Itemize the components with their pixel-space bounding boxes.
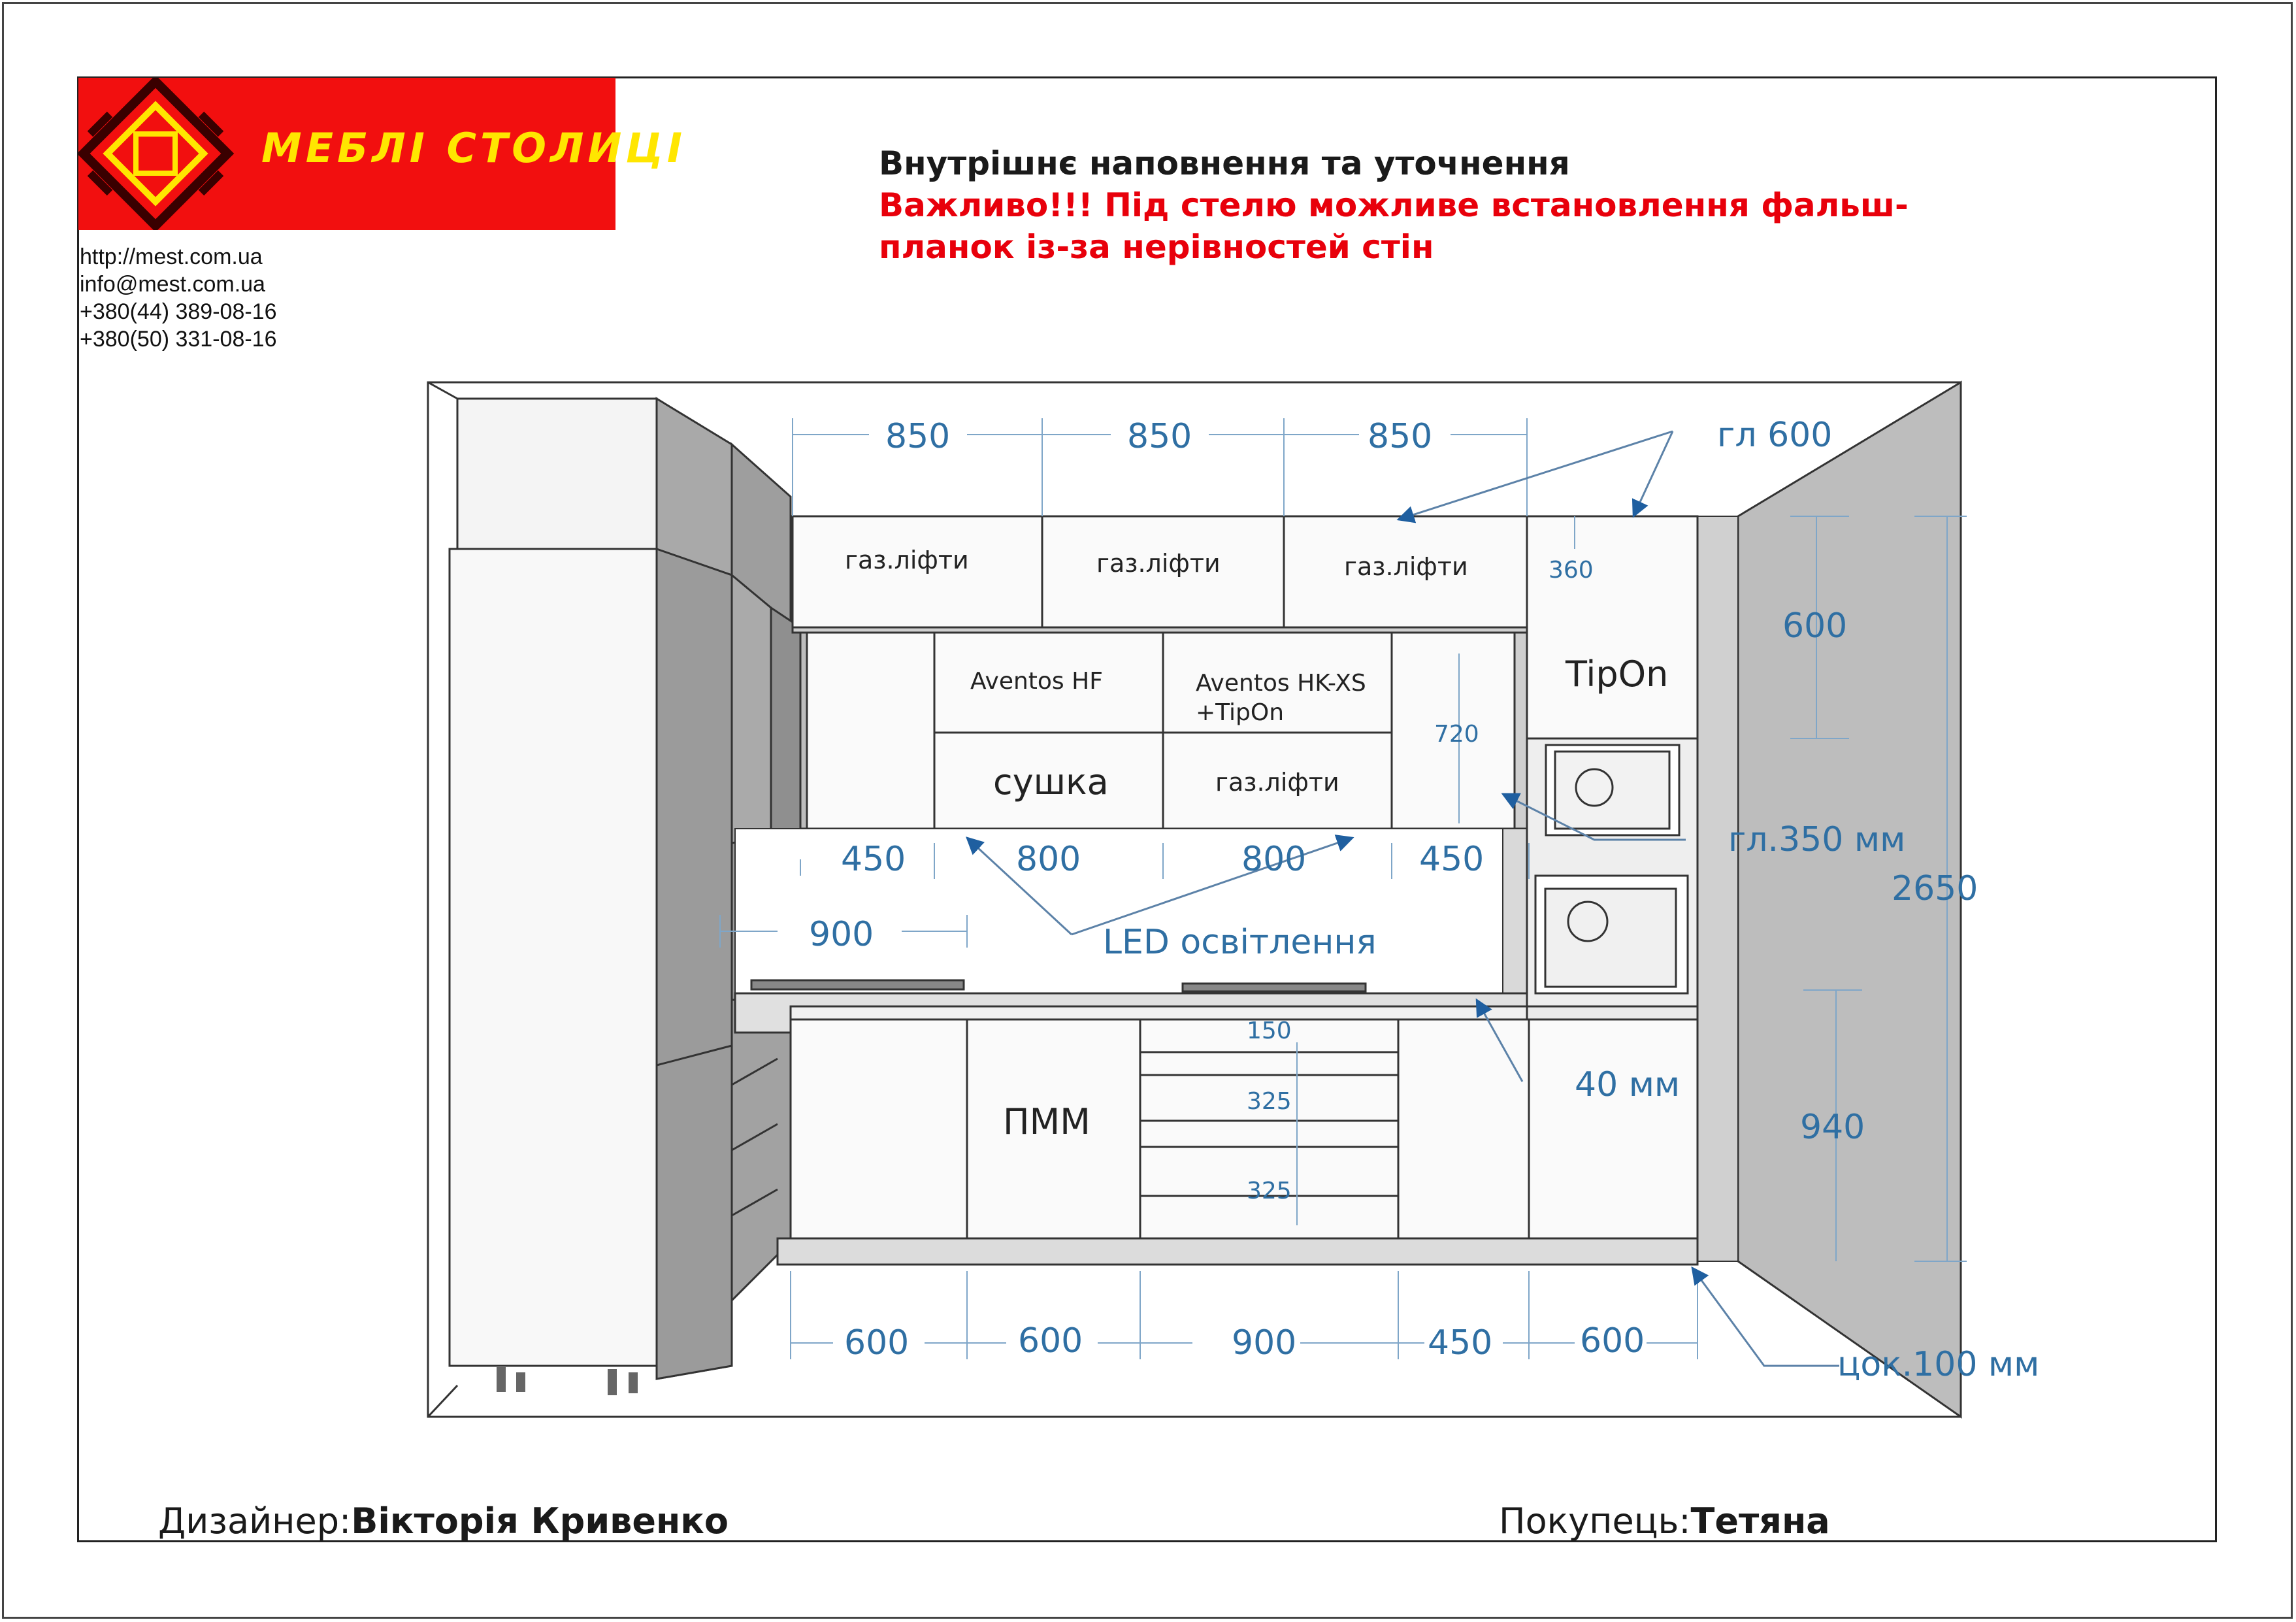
dim-mid-4: 450 <box>1419 840 1484 879</box>
designer-line <box>158 1500 729 1542</box>
label-aventos-hf: Aventos HF <box>970 668 1103 695</box>
label-aventos-hk-line1: Aventos HK-XS <box>1196 670 1366 697</box>
dim-mid-1: 450 <box>841 840 906 879</box>
dim-microwave-depth: гл.350 мм <box>1728 820 1906 859</box>
label-tipon: TipOn <box>1566 654 1669 695</box>
label-gas-lift-4: газ.ліфти <box>1215 768 1339 797</box>
dim-mid-2: 800 <box>1016 840 1081 879</box>
dim-top-3: 850 <box>1368 417 1433 456</box>
dim-column-upper: 600 <box>1782 606 1848 646</box>
dim-bottom-2: 600 <box>1018 1321 1083 1361</box>
customer-label: Покупець: <box>1499 1500 1691 1542</box>
dim-top-1: 850 <box>885 417 951 456</box>
phone-1: +380(44) 389-08-16 <box>80 299 277 324</box>
dim-drawer-3: 325 <box>1247 1178 1292 1204</box>
dim-corner-width: 900 <box>809 915 874 954</box>
customer-line <box>1499 1500 1830 1542</box>
dim-drawer-1: 150 <box>1247 1018 1292 1044</box>
dim-bottom-5: 600 <box>1580 1321 1645 1361</box>
dim-mid-3: 800 <box>1241 840 1307 879</box>
designer-label: Дизайнер: <box>158 1500 352 1542</box>
dim-lower-height: 940 <box>1800 1108 1865 1147</box>
label-led: LED освітлення <box>1103 923 1377 962</box>
label-gas-lift-2: газ.ліфти <box>1096 549 1221 578</box>
dim-top-2: 850 <box>1127 417 1192 456</box>
dim-bottom-1: 600 <box>844 1323 910 1363</box>
phone-2: +380(50) 331-08-16 <box>80 327 277 352</box>
customer-name: Тетяна <box>1690 1500 1830 1542</box>
dim-drawer-2: 325 <box>1247 1088 1292 1115</box>
designer-name: Вікторія Кривенко <box>351 1500 729 1542</box>
website-link[interactable]: http://mest.com.ua <box>80 244 263 269</box>
dim-upper-height: 720 <box>1434 721 1479 748</box>
warning-line-2: планок із-за нерівностей стін <box>879 228 1434 266</box>
label-gas-lift-3: газ.ліфти <box>1344 552 1468 581</box>
dim-upper-depth: гл 600 <box>1717 416 1833 455</box>
label-aventos-hk-line2: +TipOn <box>1196 699 1285 726</box>
dim-bottom-3: 900 <box>1232 1323 1297 1363</box>
warning-line-1: Важливо!!! Під стелю можливе встановлення фальш- <box>879 186 1909 224</box>
dim-plinth: цок.100 мм <box>1837 1345 2040 1384</box>
label-sushka: сушка <box>993 761 1109 803</box>
label-pmm: ПММ <box>1003 1101 1091 1142</box>
dim-column-tall: 360 <box>1549 557 1594 584</box>
label-gas-lift-1: газ.ліфти <box>845 546 969 574</box>
dim-worktop: 40 мм <box>1575 1065 1681 1104</box>
dim-bottom-4: 450 <box>1428 1323 1493 1363</box>
email-link[interactable]: info@mest.com.ua <box>80 272 265 297</box>
company-name: МЕБЛІ СТОЛИЦІ <box>261 124 686 172</box>
page-title: Внутрішнє наповнення та уточнення <box>879 144 1570 182</box>
dim-total-height: 2650 <box>1892 869 1978 908</box>
